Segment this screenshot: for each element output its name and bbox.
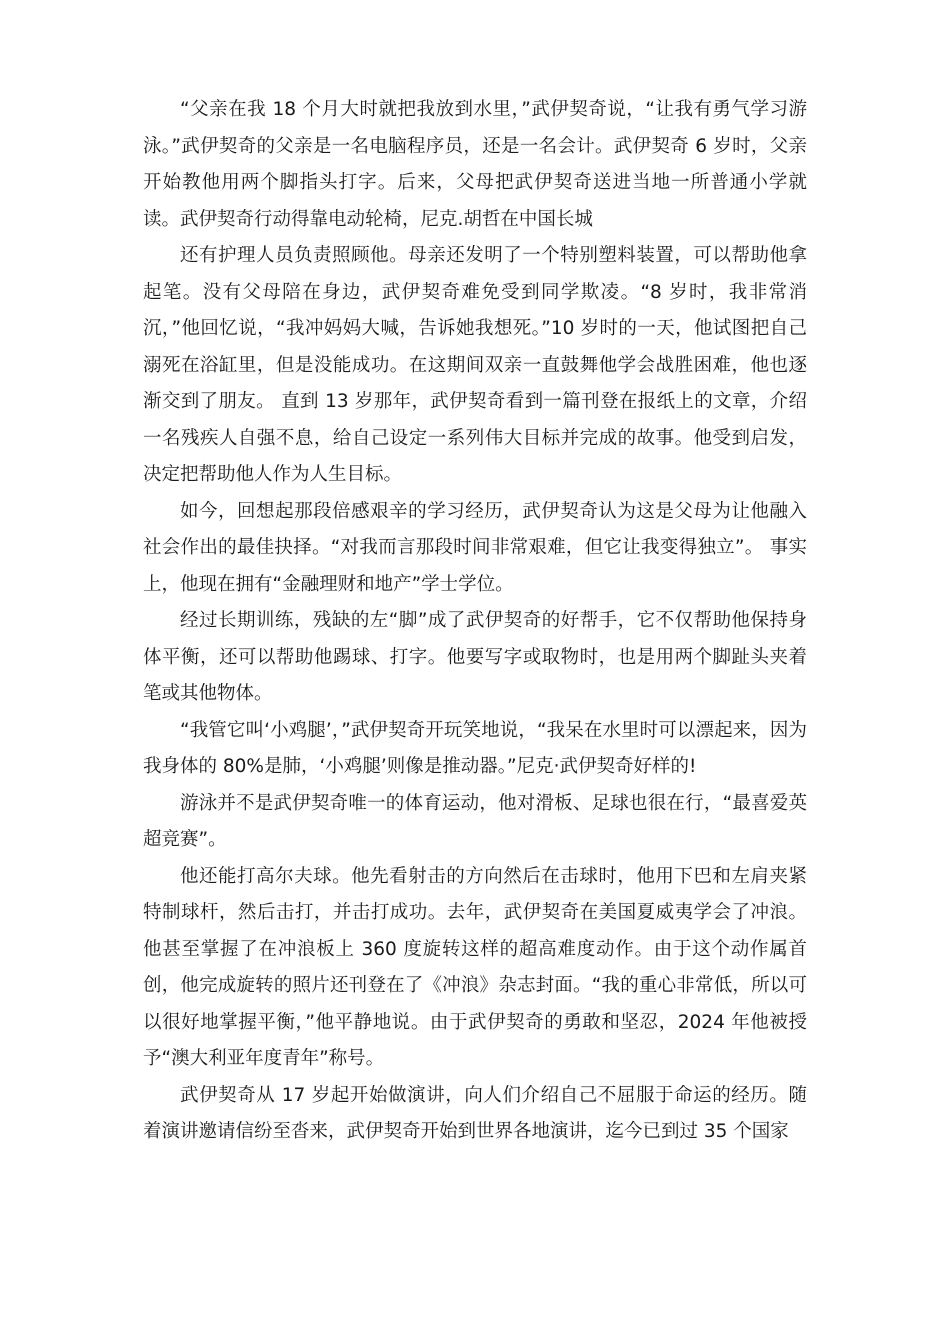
paragraph-2: 还有护理人员负责照顾他。母亲还发明了一个特别塑料装置，可以帮助他拿起笔。没有父母陪在身边，武伊契奇难免受到同学欺凌。“8 岁时，我非常消沉，”他回忆说，“我冲妈妈大喊，告诉她我想死。”10 岁时的一天，他试图把自己溺死在浴缸里，但是没能成功。在这期间双亲一直鼓舞他学会战胜困难，他也逐渐交到了朋友。 直到 13 岁那年，武伊契奇看到一篇刊登在报纸上的文章，介绍一名残疾人自强不息，给自己设定一系列伟大目标并完成的故事。他受到启发，决定把帮助他人作为人生目标。 [143,245,807,485]
paragraph-5: “我管它叫‘小鸡腿’，”武伊契奇开玩笑地说，“我呆在水里时可以漂起来，因为我身体的 80%是肺，‘小鸡腿’则像是推动器。”尼克·武伊契奇好样的! [143,719,807,777]
paragraph-3: 如今，回想起那段倍感艰辛的学习经历，武伊契奇认为这是父母为让他融入社会作出的最佳抉择。“对我而言那段时间非常艰难，但它让我变得独立”。 事实上，他现在拥有“金融理财和地产”学士学位。 [143,500,807,595]
paragraph-6: 游泳并不是武伊契奇唯一的体育运动，他对滑板、足球也很在行，“最喜爱英超竞赛”。 [143,792,807,850]
paragraph-1: “父亲在我 18 个月大时就把我放到水里，”武伊契奇说，“让我有勇气学习游泳。”武伊契奇的父亲是一名电脑程序员，还是一名会计。武伊契奇 6 岁时，父亲开始教他用两个脚指头打字。后来，父母把武伊契奇送进当地一所普通小学就读。武伊契奇行动得靠电动轮椅，尼克.胡哲在中国长城 [143,99,807,230]
document-body [143,92,807,1151]
paragraph-4: 经过长期训练，残缺的左“脚”成了武伊契奇的好帮手，它不仅帮助他保持身体平衡，还可以帮助他踢球、打字。他要写字或取物时，也是用两个脚趾头夹着笔或其他物体。 [143,610,807,704]
paragraph-7: 他还能打高尔夫球。他先看射击的方向然后在击球时，他用下巴和左肩夹紧特制球杆，然后击打，并击打成功。去年，武伊契奇在美国夏威夷学会了冲浪。他甚至掌握了在冲浪板上 360 度旋转这样的超高难度动作。由于这个动作属首创，他完成旋转的照片还刊登在了《冲浪》杂志封面。“我的重心非常低，所以可以很好地掌握平衡，”他平静地说。由于武伊契奇的勇敢和坚忍，2024 年他被授予“澳大利亚年度青年”称号。 [143,865,807,1069]
paragraph-8: 武伊契奇从 17 岁起开始做演讲，向人们介绍自己不屈服于命运的经历。随着演讲邀请信纷至沓来，武伊契奇开始到世界各地演讲，迄今已到过 35 个国家 [143,1084,807,1142]
